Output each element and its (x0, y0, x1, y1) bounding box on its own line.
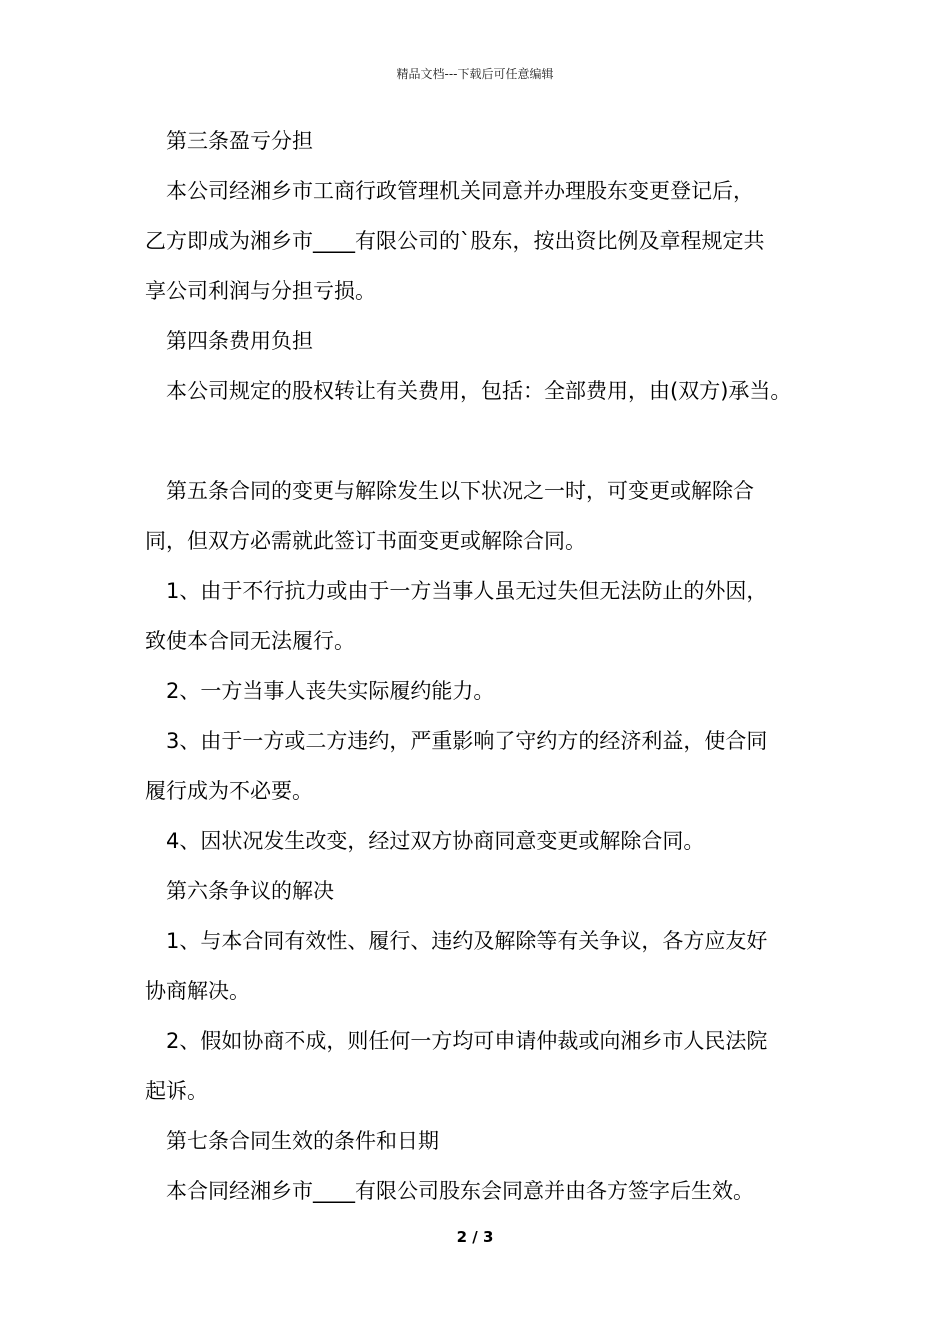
paragraph-line: 履行成为不必要。 (145, 779, 313, 803)
section-heading-4: 第四条费用负担 (166, 329, 313, 353)
blank-line (145, 428, 815, 478)
section-heading-7: 第七条合同生效的条件和日期 (166, 1129, 439, 1153)
paragraph-line: 本公司经湘乡市工商行政管理机关同意并办理股东变更登记后， (166, 179, 754, 203)
paragraph-line: 享公司利润与分担亏损。 (145, 279, 376, 303)
list-item: 1、与本合同有效性、履行、违约及解除等有关争议，各方应友好 (166, 929, 768, 953)
paragraph-line: 本合同经湘乡市____有限公司股东会同意并由各方签字后生效。 (166, 1179, 754, 1203)
document-body (145, 128, 815, 1228)
list-item: 2、假如协商不成，则任何一方均可申请仲裁或向湘乡市人民法院 (166, 1029, 768, 1053)
paragraph-line: 致使本合同无法履行。 (145, 629, 355, 653)
list-item: 3、由于一方或二方违约，严重影响了守约方的经济利益，使合同 (166, 729, 768, 753)
paragraph-line: 起诉。 (145, 1079, 208, 1103)
paragraph-line: 协商解决。 (145, 979, 250, 1003)
paragraph-line: 乙方即成为湘乡市____有限公司的`股东，按出资比例及章程规定共 (145, 229, 765, 253)
section-heading-3: 第三条盈亏分担 (166, 129, 313, 153)
list-item: 4、因状况发生改变，经过双方协商同意变更或解除合同。 (166, 829, 705, 853)
list-item: 2、一方当事人丧失实际履约能力。 (166, 679, 495, 703)
section-heading-5: 第五条合同的变更与解除发生以下状况之一时，可变更或解除合 (166, 479, 754, 503)
section-heading-6: 第六条争议的解决 (166, 879, 334, 903)
page-header: 精品文档---下载后可任意编辑 (396, 67, 554, 81)
paragraph-line: 本公司规定的股权转让有关费用，包括：全部费用，由(双方)承当。 (166, 379, 792, 403)
list-item: 1、由于不行抗力或由于一方当事人虽无过失但无法防止的外因， (166, 579, 768, 603)
page-number: 2 / 3 (456, 1228, 494, 1246)
paragraph-line: 同，但双方必需就此签订书面变更或解除合同。 (145, 529, 586, 553)
